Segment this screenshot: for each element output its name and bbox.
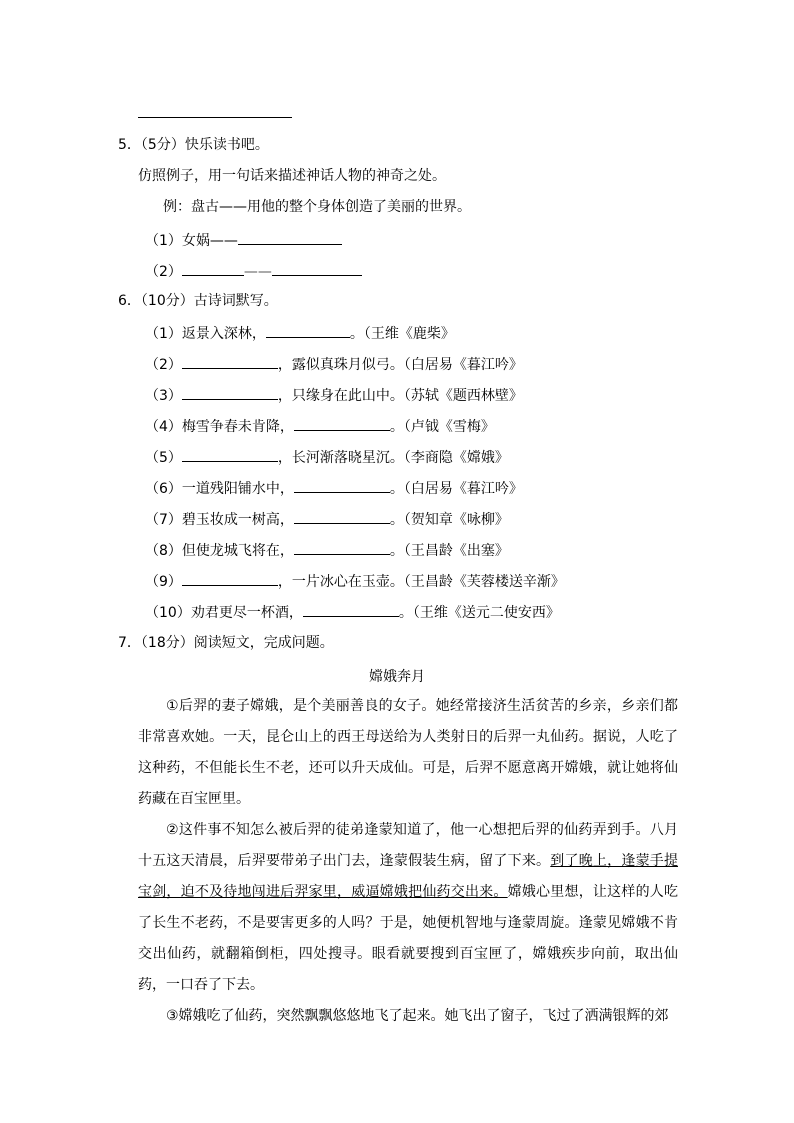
q6-item-suffix: ，露似真珠月似弓。（白居易《暮江吟》 (277, 357, 523, 373)
paragraph-2-text-continued: 嫦娥心里想，让这样的人吃了长生不老药，不是要害更多的人吗？于是，她便机智地与逢蒙周旋。逢蒙见嫦娥不肯交出仙药，就翻箱倒柜，四处搜寻。眼看就要搜到百宝匣了，嫦娥疾步向前，取出仙药，一口吞了下去。 (138, 884, 679, 993)
passage-title: 嫦娥奔月 (369, 669, 425, 685)
q5-item-1-label: （1）女娲—— (145, 233, 238, 249)
q6-item (145, 478, 523, 498)
q6-item-suffix: ，只缘身在此山中。（苏轼《题西林壁》 (277, 388, 523, 404)
q6-item-suffix: 。（卢钺《雪梅》 (389, 419, 495, 435)
answer-blank[interactable] (266, 323, 350, 338)
answer-blank-line (138, 117, 292, 118)
q6-item-prefix: （4）梅雪争春未肯降， (145, 419, 294, 435)
q6-item (145, 354, 523, 374)
q6-item-prefix: （7）碧玉妆成一树高， (145, 512, 294, 528)
q6-item-prefix: （3） (145, 388, 182, 404)
answer-blank[interactable] (294, 509, 390, 524)
q6-item-suffix: 。（王昌龄《出塞》 (389, 543, 509, 559)
answer-blank[interactable] (238, 230, 342, 245)
q5-item-2-label: （2） (145, 264, 182, 280)
q6-item-prefix: （1）返景入深林， (145, 326, 266, 342)
q5-example: 例：盘古——用他的整个身体创造了美丽的世界。 (163, 199, 471, 215)
q6-item (145, 540, 509, 560)
q6-item-suffix: 。（贺知章《咏柳》 (389, 512, 509, 528)
q5-heading: 5．（5分）快乐读书吧。 (118, 137, 269, 153)
q6-item-suffix: 。（王维《鹿柴》 (349, 326, 455, 342)
answer-blank[interactable] (294, 416, 390, 431)
passage-paragraph-2 (138, 815, 678, 1001)
answer-blank[interactable] (182, 571, 278, 586)
q6-item-prefix: （8）但使龙城飞将在， (145, 543, 294, 559)
q5-item-1 (145, 230, 342, 250)
underlined-sentence: 到了晚上，逢蒙手提宝剑，迫不及待地闯进后羿家里，威逼嫦娥把仙药交出来。 (138, 853, 679, 900)
q6-item (145, 571, 565, 591)
q6-item-suffix: ，一片冰心在玉壶。（王昌龄《芙蓉楼送辛渐》 (277, 574, 565, 590)
q5-item-2 (145, 261, 362, 281)
q6-item-prefix: （5） (145, 450, 182, 466)
passage-paragraph-3: ③嫦娥吃了仙药，突然飘飘悠悠地飞了起来。她飞出了窗子，飞过了洒满银辉的郊 (166, 1008, 669, 1024)
q6-heading: 6．（10分）古诗词默写。 (118, 293, 278, 309)
q6-item-prefix: （2） (145, 357, 182, 373)
q6-item-suffix: 。（白居易《暮江吟》 (389, 481, 523, 497)
answer-blank[interactable] (294, 540, 390, 555)
answer-blank[interactable] (182, 354, 278, 369)
q6-item (145, 385, 523, 405)
answer-blank[interactable] (303, 602, 399, 617)
q6-item (145, 323, 455, 343)
answer-blank[interactable] (182, 261, 244, 276)
answer-blank[interactable] (294, 478, 390, 493)
answer-blank[interactable] (272, 261, 362, 276)
passage-paragraph-1: ①后羿的妻子嫦娥，是个美丽善良的女子。她经常接济生活贫苦的乡亲，乡亲们都非常喜欢她。一天，昆仑山上的西王母送给为人类射日的后羿一丸仙药。据说，人吃了这种药，不但能长生不老，还可以升天成仙。可是，后羿不愿意离开嫦娥，就让她将仙药藏在百宝匣里。 (138, 698, 678, 807)
q7-heading: 7．（18分）阅读短文，完成问题。 (118, 635, 334, 651)
q6-item (145, 509, 509, 529)
answer-blank[interactable] (182, 447, 278, 462)
q5-instruction: 仿照例子，用一句话来描述神话人物的神奇之处。 (138, 168, 446, 184)
q6-item-prefix: （9） (145, 574, 182, 590)
q6-item-suffix: 。（王维《送元二使安西》 (398, 605, 560, 621)
answer-blank[interactable] (182, 385, 278, 400)
q6-item-prefix: （6）一道残阳铺水中， (145, 481, 294, 497)
q6-item (145, 447, 509, 467)
q6-item (145, 602, 560, 622)
q6-item (145, 416, 495, 436)
q6-item-prefix: （10）劝君更尽一杯酒， (145, 605, 303, 621)
q5-item-2-dash: —— (243, 264, 272, 280)
q6-item-suffix: ，长河渐落晓星沉。（李商隐《嫦娥》 (277, 450, 509, 466)
paragraph-2-text: ②这件事不知怎么被后羿的徒弟逢蒙知道了，他一心想把后羿的仙药弄到手。八月十五这天清晨，后羿要带弟子出门去，逢蒙假装生病，留了下来。 (138, 822, 678, 869)
